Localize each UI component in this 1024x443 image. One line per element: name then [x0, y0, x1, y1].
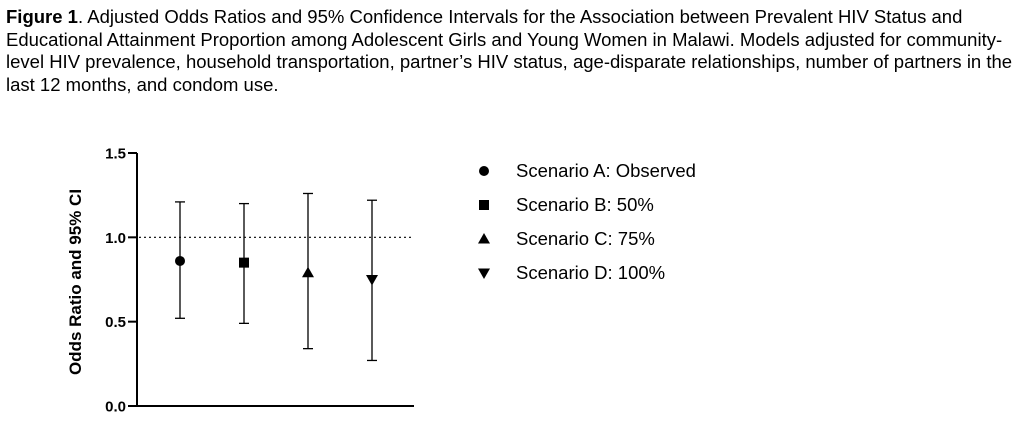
- y-tick-label: 1.0: [105, 229, 126, 247]
- legend-label: Scenario C: 75%: [516, 228, 655, 249]
- point-estimate: [366, 275, 378, 286]
- legend-label: Scenario A: Observed: [516, 160, 696, 181]
- y-axis-label: Odds Ratio and 95% CI: [66, 188, 85, 376]
- figure-label: Figure 1: [6, 6, 78, 27]
- legend-label: Scenario D: 100%: [516, 262, 666, 283]
- y-tick-label: 1.5: [105, 145, 126, 163]
- legend-symbol: [476, 231, 492, 247]
- legend-marker-triangle-up: [478, 233, 490, 244]
- y-axis: [105, 146, 137, 416]
- legend-label: Scenario B: 50%: [516, 194, 654, 215]
- series-2: [239, 204, 249, 324]
- series-1: [175, 202, 185, 318]
- legend-marker-square: [479, 200, 489, 210]
- y-tick-label: 0.5: [105, 314, 126, 332]
- point-estimate: [302, 267, 314, 278]
- point-estimate: [239, 258, 249, 268]
- data-marks: [175, 193, 378, 360]
- series-4: [366, 200, 378, 360]
- point-estimate: [175, 256, 185, 266]
- legend-symbol: [476, 265, 492, 281]
- legend-marker-circle: [479, 166, 489, 176]
- y-tick-label: 0.0: [105, 398, 126, 416]
- series-3: [302, 193, 314, 348]
- legend-marker-triangle-down: [478, 269, 490, 280]
- figure-caption-text: . Adjusted Odds Ratios and 95% Confidence Intervals for the Association between Prevalent HIV Status and Educational Attainment Proportion among Adolescent Girls and Young Women in Malawi. Models adjusted for community-level HIV prevalence, household transportation, partner’s HIV status, age-disparate relationships, number of partners in the last 12 months, and condom use.: [6, 6, 1013, 95]
- legend-symbol: [476, 197, 492, 213]
- legend-symbol: [476, 163, 492, 179]
